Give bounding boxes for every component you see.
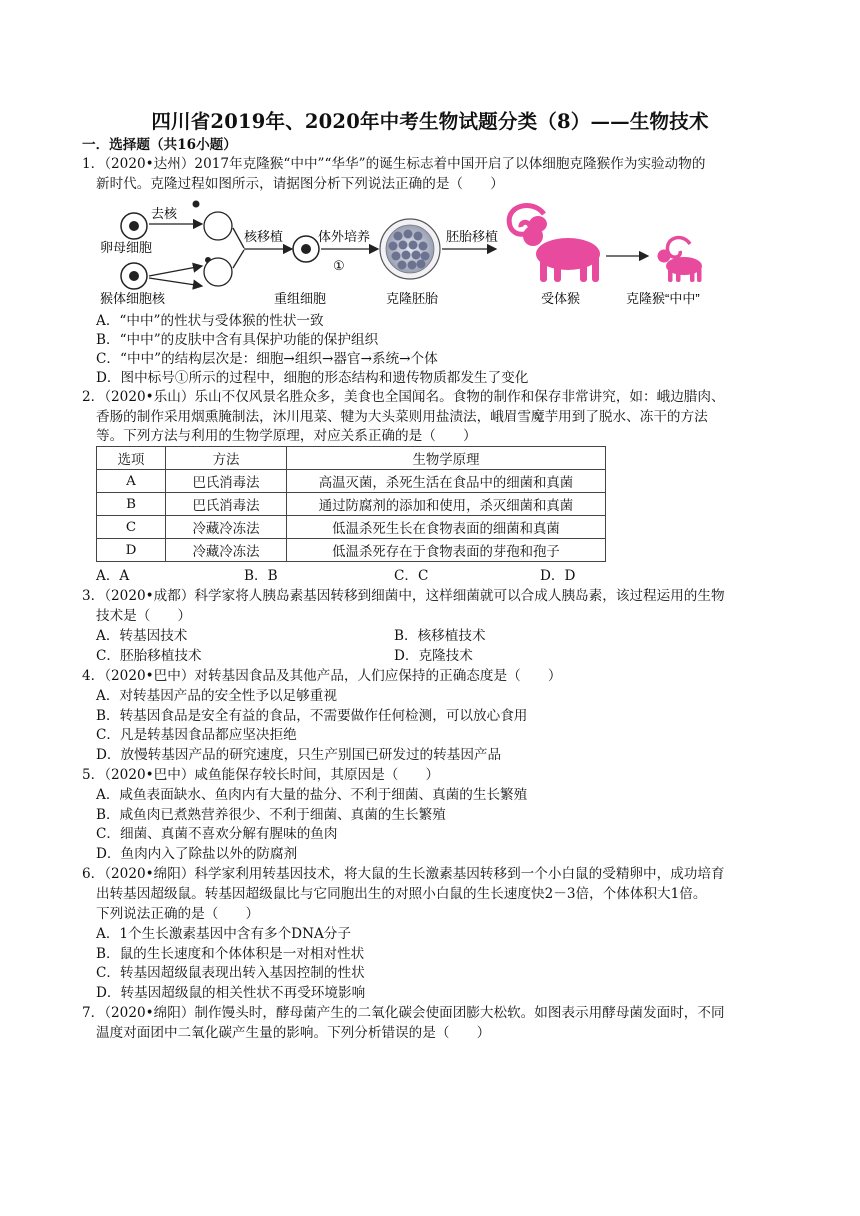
q3-option-c[interactable]: C．胚胎移植技术	[96, 648, 202, 664]
table-cell: 巴氏消毒法	[166, 493, 287, 516]
q5-option-b[interactable]: B．咸鱼肉已煮熟营养很少、不利于细菌、真菌的生长繁殖	[96, 807, 446, 823]
q6-stem-line1: 6．（2020•绵阳）科学家利用转基因技术，将大鼠的生长激素基因转移到一个小白鼠的受精卵中，成功培育	[82, 866, 725, 882]
table-cell: D	[97, 539, 166, 562]
transfer-label: 核移植	[244, 229, 284, 244]
q3-option-b[interactable]: B．核移植技术	[394, 628, 486, 644]
somatic-cell-icon	[121, 263, 147, 289]
empty-cell-icon	[204, 258, 232, 286]
egg-cell-icon	[121, 213, 147, 239]
table-cell: 低温杀死存在于食物表面的芽孢和孢子	[287, 539, 606, 562]
q1-option-c[interactable]: C．“中中”的结构层次是：细胞→组织→器官→系统→个体	[96, 351, 438, 367]
table-row	[97, 493, 606, 516]
table-row	[97, 539, 606, 562]
table-cell: 冷藏冷冻法	[166, 516, 287, 539]
table-header-cell: 选项	[97, 447, 166, 470]
clone-monkey-icon	[658, 238, 703, 282]
q6-option-c[interactable]: C．转基因超级鼠表现出转入基因控制的性状	[96, 965, 365, 981]
q7-stem-line1: 7．（2020•绵阳）制作馒头时，酵母菌产生的二氧化碳会使面团膨大松软。如图表示用酵母菌发面时，不同	[82, 1005, 725, 1021]
table-cell: 高温灭菌，杀死生活在食品中的细菌和真菌	[287, 470, 606, 493]
q3-stem-line2: 技术是（ ）	[96, 608, 192, 624]
embryo-transfer-label: 胚胎移植	[446, 229, 499, 244]
embryo-label: 克隆胚胎	[386, 291, 439, 306]
q2-option-d[interactable]: D．D	[540, 568, 576, 584]
reconstructed-cell-icon	[293, 236, 319, 262]
q2-option-a[interactable]: A．A	[96, 568, 130, 584]
table-header-row	[97, 447, 606, 470]
table-cell: 通过防腐剂的添加和使用，杀灭细菌和真菌	[287, 493, 606, 516]
q4-option-b[interactable]: B．转基因食品是安全有益的食品，不需要做作任何检测，可以放心食用	[96, 708, 528, 724]
q2-option-c[interactable]: C．C	[394, 568, 429, 584]
q4-option-a[interactable]: A．对转基因产品的安全性予以足够重视	[96, 688, 337, 704]
q2-option-b[interactable]: B．B	[244, 568, 278, 584]
q7-stem-line2: 温度对面团中二氧化碳产生量的影响。下列分析错误的是（ ）	[96, 1025, 491, 1041]
enucleate-label: 去核	[151, 206, 178, 221]
embryo-icon	[380, 219, 440, 279]
somatic-label: 猴体细胞核	[100, 291, 166, 306]
cloning-diagram	[96, 196, 736, 314]
q2-stem-line1: 2．（2020•乐山）乐山不仅风景名胜众多，美食也全国闻名。食物的制作和保存非常讲究，如：峨边腊肉、	[82, 389, 725, 405]
table-cell: A	[97, 470, 166, 493]
q1-option-b[interactable]: B．“中中”的皮肤中含有具保护功能的保护组织	[96, 332, 379, 348]
table-header-cell: 方法	[166, 447, 287, 470]
table-row	[97, 470, 606, 493]
q1-stem-line1: 1．（2020•达州）2017年克隆猴“中中”“华华”的诞生标志着中国开启了以体细胞克隆猴作为实验动物的	[82, 156, 706, 172]
q5-option-c[interactable]: C．细菌、真菌不喜欢分解有腥味的鱼肉	[96, 826, 338, 842]
recon-label: 重组细胞	[274, 291, 327, 306]
q3-stem-line1: 3．（2020•成都）科学家将人胰岛素基因转移到细菌中，这样细菌就可以合成人胰岛素，该过程运用的生物	[82, 588, 725, 604]
q1-option-d[interactable]: D．图中标号①所示的过程中，细胞的形态结构和遗传物质都发生了变化	[96, 370, 529, 386]
q4-option-d[interactable]: D．放慢转基因产品的研究速度，只生产别国已研发过的转基因产品	[96, 747, 502, 763]
section-heading: 一．选择题（共16小题）	[82, 137, 237, 153]
recipient-monkey-icon	[509, 205, 600, 282]
q6-option-b[interactable]: B．鼠的生长速度和个体体积是一对相对性状	[96, 946, 365, 962]
q4-stem-line1: 4．（2020•巴中）对转基因食品及其他产品，人们应保持的正确态度是（ ）	[82, 668, 562, 684]
clone-label: 克隆猴“中中”	[626, 291, 700, 306]
q5-option-d[interactable]: D．鱼肉内入了除盐以外的防腐剂	[96, 846, 298, 862]
recipient-label: 受体猴	[541, 291, 581, 306]
q5-stem-line1: 5．（2020•巴中）咸鱼能保存较长时间，其原因是（ ）	[82, 767, 440, 783]
q3-option-a[interactable]: A．转基因技术	[96, 628, 188, 644]
q2-stem-line3: 等。下列方法与利用的生物学原理，对应关系正确的是（ ）	[96, 428, 477, 444]
page-title: 四川省2019年、2020年中考生物试题分类（8）——生物技术	[151, 110, 709, 133]
q1-option-a[interactable]: A．“中中”的性状与受体猴的性状一致	[96, 313, 324, 329]
q6-option-a[interactable]: A．1个生长激素基因中含有多个DNA分子	[96, 926, 351, 942]
table-header-cell: 生物学原理	[287, 447, 606, 470]
enucleated-egg-icon	[204, 212, 232, 240]
table-cell: 巴氏消毒法	[166, 470, 287, 493]
q1-stem-line2: 新时代。克隆过程如图所示，请据图分析下列说法正确的是（ ）	[96, 176, 504, 192]
q6-stem-line2: 出转基因超级鼠。转基因超级鼠比与它同胞出生的对照小白鼠的生长速度快2－3倍，个体体积大1倍。	[96, 886, 707, 902]
q2-stem-line2: 香肠的制作采用烟熏腌制法，沐川甩菜、犍为大头菜则用盐渍法，峨眉雪魔芋用到了脱水、冻干的方法	[96, 409, 708, 425]
q4-option-c[interactable]: C．凡是转基因食品都应坚决拒绝	[96, 727, 297, 743]
q6-stem-line3: 下列说法正确的是（ ）	[96, 906, 260, 922]
q3-option-d[interactable]: D．克隆技术	[394, 648, 473, 664]
table-cell: B	[97, 493, 166, 516]
table-cell: 低温杀死生长在食物表面的细菌和真菌	[287, 516, 606, 539]
table-row	[97, 516, 606, 539]
step-1-marker: ①	[333, 258, 345, 273]
table-cell: 冷藏冷冻法	[166, 539, 287, 562]
culture-label: 体外培养	[318, 229, 371, 244]
q6-option-d[interactable]: D．转基因超级鼠的相关性状不再受环境影响	[96, 985, 366, 1001]
principle-table	[96, 446, 606, 562]
egg-label: 卵母细胞	[100, 240, 153, 255]
removed-nucleus-dot	[193, 201, 200, 208]
q5-option-a[interactable]: A．咸鱼表面缺水、鱼肉内有大量的盐分、不利于细菌、真菌的生长繁殖	[96, 787, 528, 803]
table-cell: C	[97, 516, 166, 539]
